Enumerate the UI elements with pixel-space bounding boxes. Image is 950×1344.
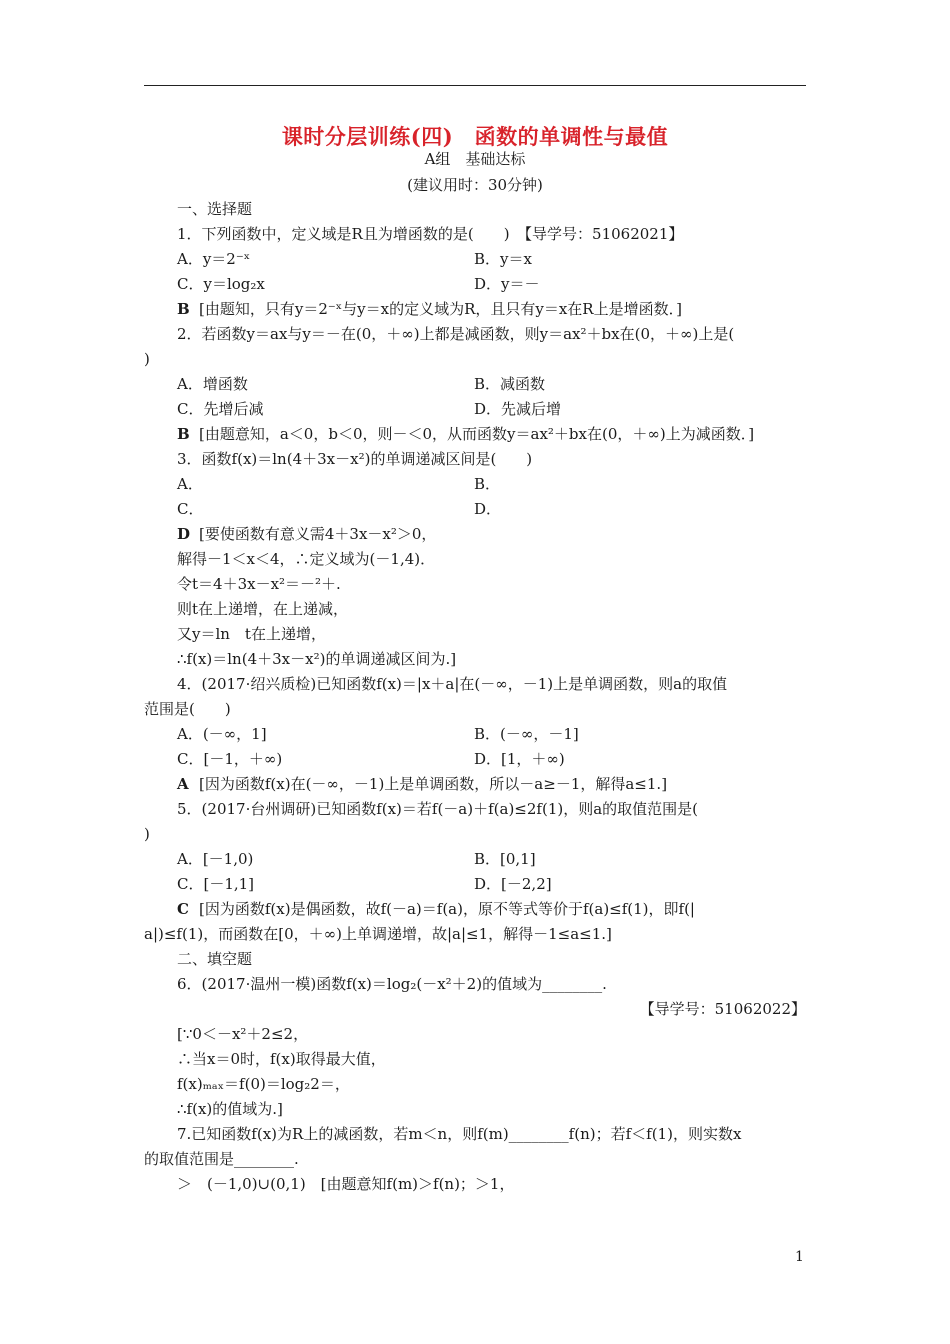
question-3: 3．函数f(x)＝ln(4＋3x－x²)的单调递减区间是( )	[177, 450, 533, 468]
q3-answer: D	[177, 525, 191, 543]
q3-explanation-4: 则t在上递增，在上递减，	[177, 600, 349, 618]
question-4: 4．(2017·绍兴质检)已知函数f(x)＝|x＋a|在(－∞，－1)上是单调函数，则a的取值	[177, 675, 728, 693]
q6-guide-number: 【导学号：51062022】	[639, 1000, 806, 1018]
q2-explanation: [由题意知，a＜0，b＜0，则－＜0，从而函数y＝ax²＋bx在(0，＋∞)上为减函数．]	[199, 425, 755, 443]
question-6: 6．(2017·温州一模)函数f(x)＝log₂(－x²＋2)的值域为________.	[177, 975, 607, 993]
q3-option-a: A．	[177, 475, 203, 493]
q1-option-c: C．y＝log₂x	[177, 275, 265, 293]
time-note: (建议用时：30分钟)	[407, 176, 543, 194]
q1-answer: B	[177, 300, 190, 318]
q5-option-a: A．[－1,0)	[177, 850, 254, 868]
group-heading: A组 基础达标	[424, 150, 526, 168]
q1-option-d: D．y＝－	[474, 275, 540, 293]
q2-option-a: A．增函数	[177, 375, 248, 393]
q3-option-b: B．	[474, 475, 501, 493]
q6-explanation-2: ∴当x＝0时，f(x)取得最大值，	[177, 1050, 386, 1068]
q7-answer: ＞ (－1,0)∪(0,1) [由题意知f(m)＞f(n)；＞1，	[177, 1175, 515, 1193]
q5-explanation-2: a|)≤f(1)，而函数在[0，＋∞)上单调递增，故|a|≤1，解得－1≤a≤1.]	[144, 925, 612, 943]
q3-option-d: D．	[474, 500, 502, 518]
page-title: 课时分层训练(四) 函数的单调性与最值	[281, 124, 669, 149]
question-4-cont: 范围是( )	[144, 700, 231, 718]
question-7-cont: 的取值范围是________.	[144, 1150, 299, 1168]
question-2-cont: )	[144, 350, 150, 368]
q6-explanation-1: [∵0＜－x²＋2≤2，	[177, 1025, 309, 1043]
header-rule	[144, 85, 806, 86]
q1-option-a: A．y＝2⁻ˣ	[177, 250, 251, 268]
q4-option-c: C．[－1，＋∞)	[177, 750, 283, 768]
q3-explanation-6: ∴f(x)＝ln(4＋3x－x²)的单调递减区间为.]	[177, 650, 457, 668]
question-7: 7.已知函数f(x)为R上的减函数，若m＜n，则f(m)________f(n)；若f＜f(1)，则实数x	[177, 1125, 742, 1143]
section-heading-choice: 一、选择题	[177, 200, 253, 218]
q5-option-c: C．[－1,1]	[177, 875, 255, 893]
q3-explanation-1: [要使函数有意义需4＋3x－x²＞0，	[199, 525, 437, 543]
q6-explanation-3: f(x)ₘₐₓ＝f(0)＝log₂2＝，	[177, 1075, 350, 1093]
q5-explanation-1: [因为函数f(x)是偶函数，故f(－a)＝f(a)，原不等式等价于f(a)≤f(1)，即f(|	[199, 900, 695, 918]
q2-answer: B	[177, 425, 190, 443]
question-1: 1．下列函数中，定义域是R且为增函数的是( ) 【导学号：51062021】	[177, 225, 684, 243]
question-5-cont: )	[144, 825, 150, 843]
q3-option-c: C．	[177, 500, 204, 518]
q5-option-b: B．[0,1]	[474, 850, 536, 868]
q4-answer: A	[177, 775, 189, 793]
q2-option-d: D．先减后增	[474, 400, 562, 418]
q3-explanation-3: 令t＝4＋3x－x²＝－²＋.	[177, 575, 341, 593]
q4-option-a: A．(－∞，1]	[177, 725, 267, 743]
q5-option-d: D．[－2,2]	[474, 875, 552, 893]
q3-explanation-2: 解得－1＜x＜4，∴定义域为(－1,4)．	[177, 550, 436, 568]
q5-answer: C	[177, 900, 189, 918]
question-2: 2．若函数y＝ax与y＝－在(0，＋∞)上都是减函数，则y＝ax²＋bx在(0，＋∞)上是(	[177, 325, 735, 343]
q3-explanation-5: 又y＝ln t在上递增，	[177, 625, 326, 643]
question-5: 5．(2017·台州调研)已知函数f(x)＝若f(－a)＋f(a)≤2f(1)，则a的取值范围是(	[177, 800, 699, 818]
q4-option-d: D．[1，＋∞)	[474, 750, 565, 768]
q2-option-c: C．先增后减	[177, 400, 264, 418]
q4-option-b: B．(－∞，－1]	[474, 725, 579, 743]
page-number: 1	[795, 1249, 804, 1265]
q6-explanation-4: ∴f(x)的值域为.]	[177, 1100, 283, 1118]
q1-explanation: [由题知，只有y＝2⁻ˣ与y＝x的定义域为R，且只有y＝x在R上是增函数．]	[199, 300, 682, 318]
q4-explanation: [因为函数f(x)在(－∞，－1)上是单调函数，所以－a≥－1，解得a≤1.]	[199, 775, 668, 793]
section-heading-fill: 二、填空题	[177, 950, 253, 968]
q1-option-b: B．y＝x	[474, 250, 532, 268]
q2-option-b: B．减函数	[474, 375, 546, 393]
